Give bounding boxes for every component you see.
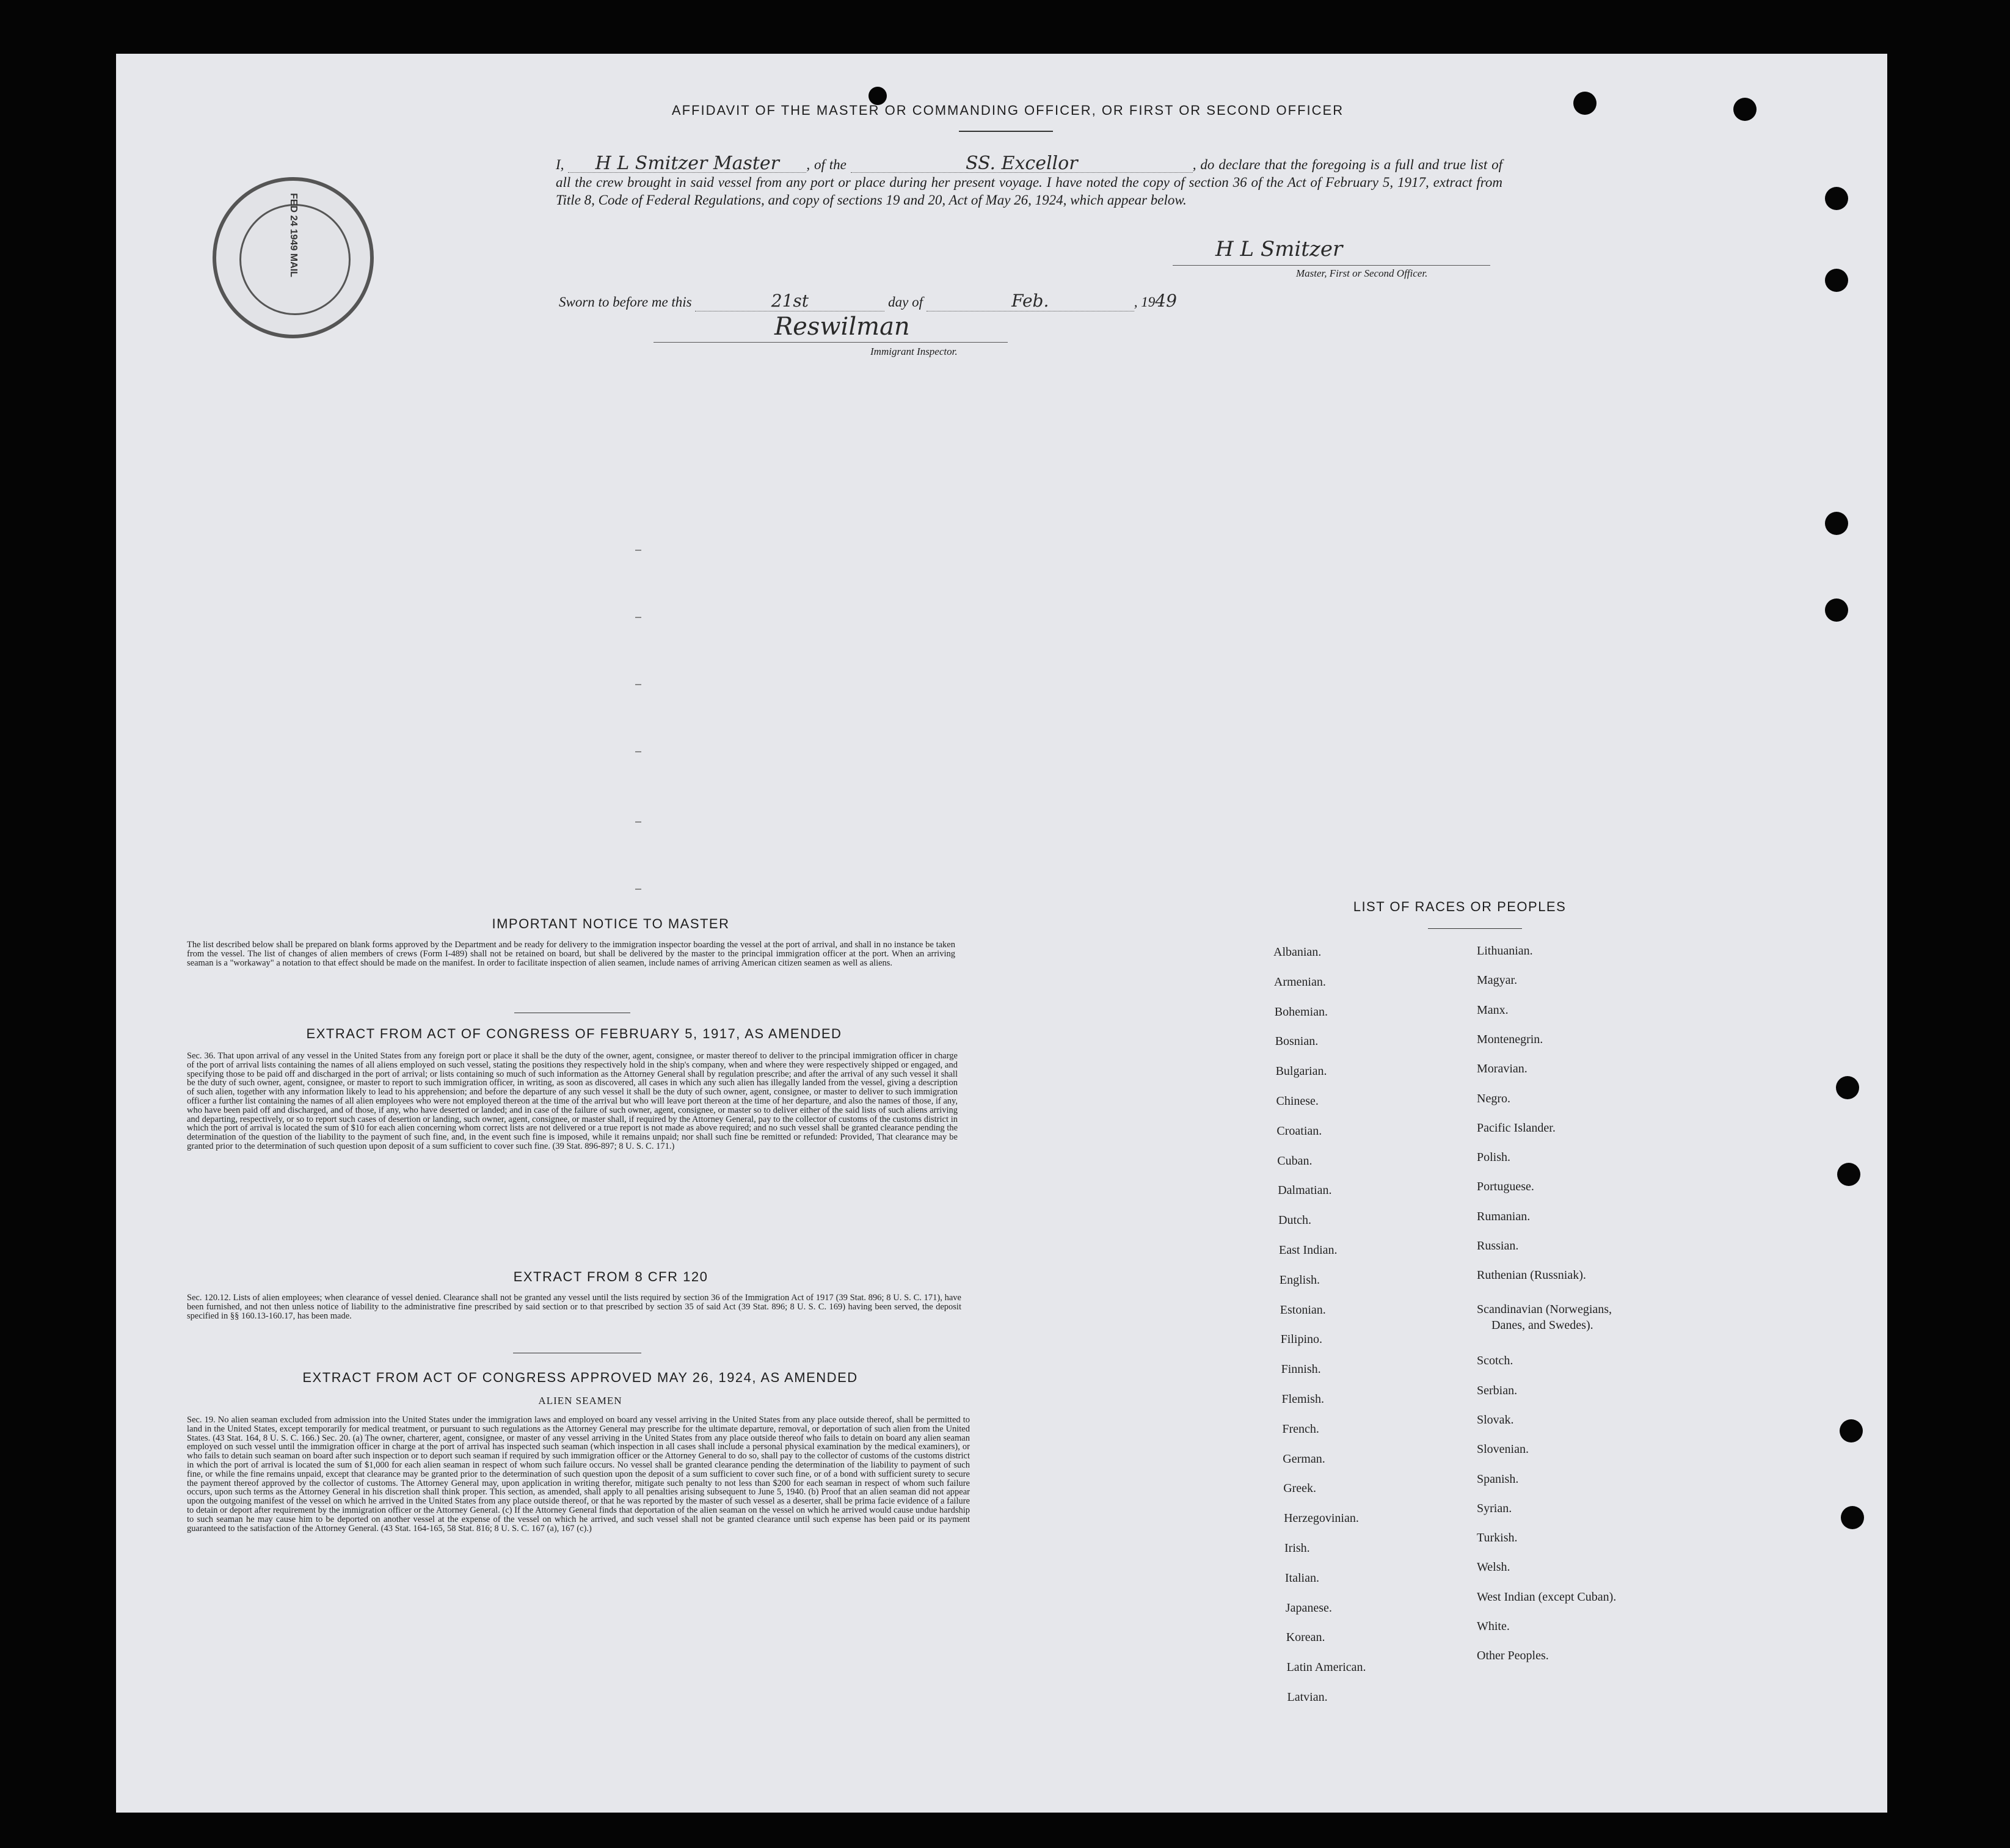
affidavit-title: AFFIDAVIT OF THE MASTER OR COMMANDING OFFICER, OR FIRST OR SECOND OFFICER [671, 103, 1344, 118]
day-of-label: day of [888, 294, 923, 310]
race-item: Turkish. [1477, 1531, 1518, 1545]
inspector-line [654, 342, 1008, 343]
race-item: Irish. [1284, 1541, 1310, 1555]
extract-1924-subtitle: ALIEN SEAMEN [538, 1395, 622, 1406]
do-declare-label: , do declare [1192, 157, 1261, 172]
races-title: LIST OF RACES OR PEOPLES [1353, 899, 1567, 914]
race-item: Filipino. [1280, 1333, 1323, 1347]
inspector-signature: Reswilman [774, 313, 910, 341]
race-item: Serbian. [1477, 1383, 1518, 1397]
races-column-1 [1273, 945, 1457, 1721]
mark [635, 617, 641, 618]
race-item: Cuban. [1277, 1154, 1313, 1168]
punch-hole [1825, 187, 1848, 210]
punch-hole [1733, 98, 1757, 121]
notice-text: The list described below shall be prepared on blank forms approved by the Department and be ready for delivery to the immigration inspector boarding the vessel at the port of arrival, and shall in no instance be taken from the vessel. The list of changes of alien members of crews (Form I-489) shall not be retained on board, but shall be delivered by the master to the principal immigration officer at the port. When an arriving seaman is a "workaway" a notation to that effect should be made on the manifest. In order to facilitate inspection of alien seamen, include names of arriving American citizen seamen as well as aliens. [187, 940, 955, 968]
race-item: English. [1279, 1273, 1320, 1287]
race-item: Bohemian. [1274, 1005, 1328, 1019]
race-item: Finnish. [1281, 1362, 1321, 1377]
race-item: French. [1282, 1422, 1319, 1436]
race-item: Moravian. [1477, 1062, 1528, 1076]
race-item: Bosnian. [1275, 1035, 1319, 1049]
race-item: Other Peoples. [1477, 1649, 1549, 1663]
declarant-name: H L Smitzer Master [568, 155, 806, 173]
extract-1917-title: EXTRACT FROM ACT OF CONGRESS OF FEBRUARY 5, 1917, AS AMENDED [306, 1026, 842, 1041]
race-item: Chinese. [1276, 1094, 1319, 1108]
punch-hole [1840, 1419, 1863, 1442]
extract-1924-text: Sec. 19. No alien seaman excluded from admission into the United States under the immigration laws and employed on board any vessel arriving in the United States from any place outside thereof, shall be permitted to land in the United States, except temporarily for medical treatment, or pursuant to such regulations as the Attorney General may prescribe for the ultimate departure, removal, or deportation of such alien from the United States. (43 Stat. 164, 8 U. S. C. 166.) Sec. 20. (a) The owner, charterer, agent, consignee, or master of any vessel arriving in the United States from any place outside thereof who fails to detain on board any alien seaman employed on such vessel until the immigration officer in charge at the port of arrival has inspected such seaman (which inspection in all cases shall include a personal physical examination by the medical examiners), or who fails to detain such seaman on board after such inspection or to deport such seaman if required by such immigration officer or the Attorney General to do so, shall pay to the collector of customs of the customs district in which the port of arrival is located the sum of $1,000 for each alien seaman in respect of whom such failure occurs. No vessel shall be granted clearance pending the determination of the liability to payment of such fine, or while the fine remains unpaid, except that clearance may be granted prior to the determination of such question upon the deposit of a sum sufficient to cover such fine, or of a bond with sufficient surety to secure the payment thereof approved by the collector of customs. The Attorney General may, upon application in writing therefor, mitigate such penalty to not less than $200 for each seaman in respect of whom such failure occurs, upon such terms as the Attorney General in his discretion shall think proper. This section, as amended, shall apply to all penalties arising subsequent to June 5, 1940. (b) Proof that an alien seaman did not appear upon the outgoing manifest of the vessel on which he arrived in the United States from any place outside thereof, or that he was reported by the master of such vessel as a deserter, shall be prima facie evidence of a failure to detain or deport after requirement by the immigration officer or the Attorney General. (c) If the Attorney General finds that deportation of the alien seaman on the vessel on which he arrived would cause undue hardship to such seaman he may cause him to be deported on another vessel at the expense of the vessel on which he arrived, and such vessel shall not be granted clearance until such expense has been paid or its payment guaranteed to the satisfaction of the Attorney General. (43 Stat. 164-165, 58 Stat. 816; 8 U. S. C. 167 (a), 167 (c).) [187, 1415, 970, 1533]
inspector-caption: Immigrant Inspector. [870, 346, 958, 357]
race-item: Russian. [1477, 1239, 1519, 1253]
race-item: Bulgarian. [1275, 1064, 1327, 1079]
master-signature: H L Smitzer [1215, 237, 1343, 261]
race-item: Slovenian. [1477, 1442, 1529, 1457]
extract-1924-title: EXTRACT FROM ACT OF CONGRESS APPROVED MAY 26, 1924, AS AMENDED [302, 1370, 858, 1385]
extract-cfr-text: Sec. 120.12. Lists of alien employees; when clearance of vessel denied. Clearance shall not be granted any vessel until the lists required by section 36 of the Immigration Act of 1917 (39 Stat. 896; 8 U. S. C. 171), have been furnished, and not then unless notice of liability to the administrative fine prescribed by said section or to that prescribed by section 35 of said Act (39 Stat. 896; 8 U. S. C. 169) having been served, the deposit specified in §§ 160.13-160.17, has been made. [187, 1293, 961, 1321]
postmark-stamp [213, 177, 374, 338]
punch-hole [1825, 512, 1848, 535]
sworn-month: Feb. [927, 291, 1134, 311]
race-item: Spanish. [1477, 1472, 1519, 1486]
race-item: Japanese. [1285, 1601, 1332, 1615]
race-item: Albanian. [1273, 945, 1322, 959]
stamp-text: FED 24 1949 MAIL [288, 193, 299, 277]
sworn-label: Sworn to before me this [559, 294, 692, 310]
punch-hole [1825, 598, 1848, 622]
race-item: East Indian. [1279, 1243, 1338, 1257]
race-item: Greek. [1283, 1482, 1317, 1496]
race-item: Welsh. [1477, 1560, 1510, 1574]
signature-caption: Master, First or Second Officer. [1296, 267, 1428, 279]
race-item: Flemish. [1281, 1392, 1324, 1406]
declaration-text: that the foregoing is a full and true list of all the crew brought in said vessel from any port or place during her present voyage. I have noted the copy of section 36 of the Act of February 5, 1917, extract from Title 8, Code of Federal Regulations, and copy of sections 19 and 20, Act of May 26, 1924, which appear below. [556, 157, 1502, 208]
divider [959, 131, 1053, 132]
race-item: Italian. [1284, 1571, 1319, 1585]
sworn-line [559, 291, 1177, 311]
extract-1917-text: Sec. 36. That upon arrival of any vessel in the United States from any foreign port or place it shall be the duty of the owner, agent, consignee, or master thereof to deliver to the principal immigration officer in charge of the port of arrival lists containing the names of all aliens employed on such vessel, stating the positions they respectively hold in the ship's company, when and where they were respectively shipped or engaged, and specifying those to be paid off and discharged in the port of arrival; or lists containing so much of such information as the Attorney General shall by regulation prescribe; and after the arrival of any such vessel it shall be the duty of such owner, agent, consignee, or master to report to such immigration officer, in writing, as soon as discovered, all cases in which any such alien has illegally landed from the vessel, giving a description of such alien, together with any information likely to lead to his apprehension; and before the departure of any such vessel it shall be the duty of such owner, agent, consignee, or master to deliver to such immigration officer a further list containing the names of all alien employees who were not employed thereon at the time of the arrival but who will leave port thereon at the time of her departure, and also the names of those, if any, who have been paid off and discharged, and of those, if any, who have deserted or landed; and in case of the failure of such owner, agent, consignee, or master so to deliver either of the said lists of such aliens arriving and departing, respectively, or so to report such cases of desertion or landing, such owner, agent, consignee, or master shall, if required by the Attorney General, pay to the collector of customs of the customs district in which the port of arrival is located the sum of $10 for each alien concerning whom correct lists are not delivered or a true report is not made as above required; and no such vessel shall be granted clearance pending the determination of the question of the liability to the payment of such fine, and, in the event such fine is imposed, while it remains unpaid; nor shall such fine be remitted or refunded: Provided, That clearance may be granted prior to the determination of such question upon deposit of a sum sufficient to cover such fine. (39 Stat. 896-897; 8 U. S. C. 171.) [187, 1051, 958, 1151]
of-the-label: , of the [806, 157, 847, 172]
mark [635, 821, 641, 823]
race-item: Polish. [1477, 1151, 1511, 1165]
race-item: Latvian. [1287, 1690, 1328, 1704]
race-item: White. [1477, 1620, 1510, 1633]
race-item: German. [1283, 1452, 1325, 1466]
race-item: Slovak. [1477, 1413, 1514, 1427]
race-item: Dutch. [1278, 1213, 1311, 1228]
race-item: Ruthenian (Russniak). [1477, 1268, 1586, 1282]
race-item: Lithuanian. [1477, 944, 1533, 958]
race-item: Montenegrin. [1477, 1032, 1543, 1046]
race-item: Korean. [1286, 1631, 1325, 1645]
race-item: Magyar. [1477, 973, 1518, 988]
race-item: Negro. [1477, 1091, 1510, 1105]
race-item: Manx. [1477, 1003, 1509, 1017]
mark [635, 550, 641, 551]
race-item: Dalmatian. [1278, 1184, 1332, 1198]
race-item: West Indian (except Cuban). [1477, 1590, 1617, 1604]
race-item: Scandinavian (Norwegians, [1477, 1303, 1612, 1317]
race-item: Portuguese. [1477, 1180, 1534, 1194]
race-item: Estonian. [1280, 1303, 1326, 1317]
mark [635, 751, 641, 752]
punch-hole [1825, 269, 1848, 292]
punch-hole [1841, 1506, 1864, 1529]
race-item: Armenian. [1273, 975, 1326, 989]
notice-title: IMPORTANT NOTICE TO MASTER [492, 916, 730, 931]
mark [635, 684, 641, 685]
sworn-year: 49 [1155, 291, 1177, 311]
signature-line [1173, 265, 1490, 266]
punch-hole [1837, 1163, 1860, 1186]
sworn-day: 21st [695, 291, 884, 311]
divider [1428, 928, 1522, 929]
vessel-name: SS. Excellor [851, 155, 1193, 173]
races-column-2 [1477, 944, 1770, 1720]
race-item: Danes, and Swedes). [1491, 1319, 1593, 1333]
mark [635, 889, 641, 890]
race-item: Syrian. [1477, 1501, 1512, 1515]
race-item: Pacific Islander. [1477, 1121, 1556, 1135]
race-item: Rumanian. [1477, 1209, 1531, 1223]
declarant-label: I, [556, 157, 564, 172]
race-item: Croatian. [1276, 1124, 1322, 1138]
race-item: Scotch. [1477, 1354, 1513, 1368]
punch-hole [1836, 1076, 1859, 1099]
race-item: Latin American. [1286, 1661, 1366, 1675]
punch-hole [1573, 92, 1597, 115]
extract-cfr-title: EXTRACT FROM 8 CFR 120 [513, 1269, 708, 1284]
year-prefix: , 19 [1134, 294, 1156, 310]
race-item: Herzegovinian. [1284, 1512, 1359, 1526]
declaration-block [556, 155, 1502, 209]
